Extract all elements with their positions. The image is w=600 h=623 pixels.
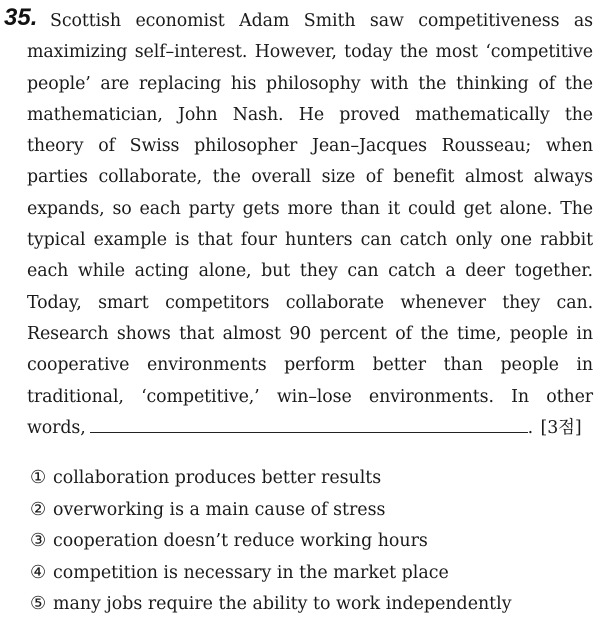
answer-options <box>30 462 590 620</box>
option-1[interactable] <box>30 462 590 494</box>
answer-blank <box>90 414 528 433</box>
option-4[interactable] <box>30 557 590 589</box>
option-marker: ④ <box>30 561 47 583</box>
option-3[interactable] <box>30 525 590 557</box>
option-marker: ③ <box>30 530 47 551</box>
option-text: collaboration produces better results <box>53 468 382 488</box>
question-passage <box>27 6 593 444</box>
option-2[interactable] <box>30 494 590 526</box>
option-text: cooperation doesn’t reduce working hours <box>53 531 428 551</box>
option-text: overworking is a main cause of stress <box>53 499 386 520</box>
option-text: competition is necessary in the market place <box>53 562 449 583</box>
question-number: 35. <box>4 4 38 31</box>
option-marker: ② <box>30 498 47 520</box>
option-text: many jobs require the ability to work independently <box>53 594 512 614</box>
option-marker: ⑤ <box>30 593 47 614</box>
blank-period: . <box>527 417 534 438</box>
option-5[interactable] <box>30 588 590 620</box>
option-marker: ① <box>30 467 47 488</box>
points-label: [3점] <box>540 417 582 438</box>
passage-text: Scottish economist Adam Smith saw competitiveness as maximizing self–interest. However, today the most ‘competitive people’ are replacing his philosophy with the thinking of the mathematician, John Nash. He proved mathematically the theory of Swiss philosopher Jean–Jacques Rousseau; when parties collaborate, the overall size of benefit almost always expands, so each party gets more than it could get alone. The typical example is that four hunters can catch only one rabbit each while acting alone, but they can catch a deer together. Today, smart competitors collaborate whenever they can. Research shows that almost 90 percent of the time, people in cooperative environments perform better than people in traditional, ‘competitive,’ win–lose environments. In other words, <box>27 11 593 438</box>
